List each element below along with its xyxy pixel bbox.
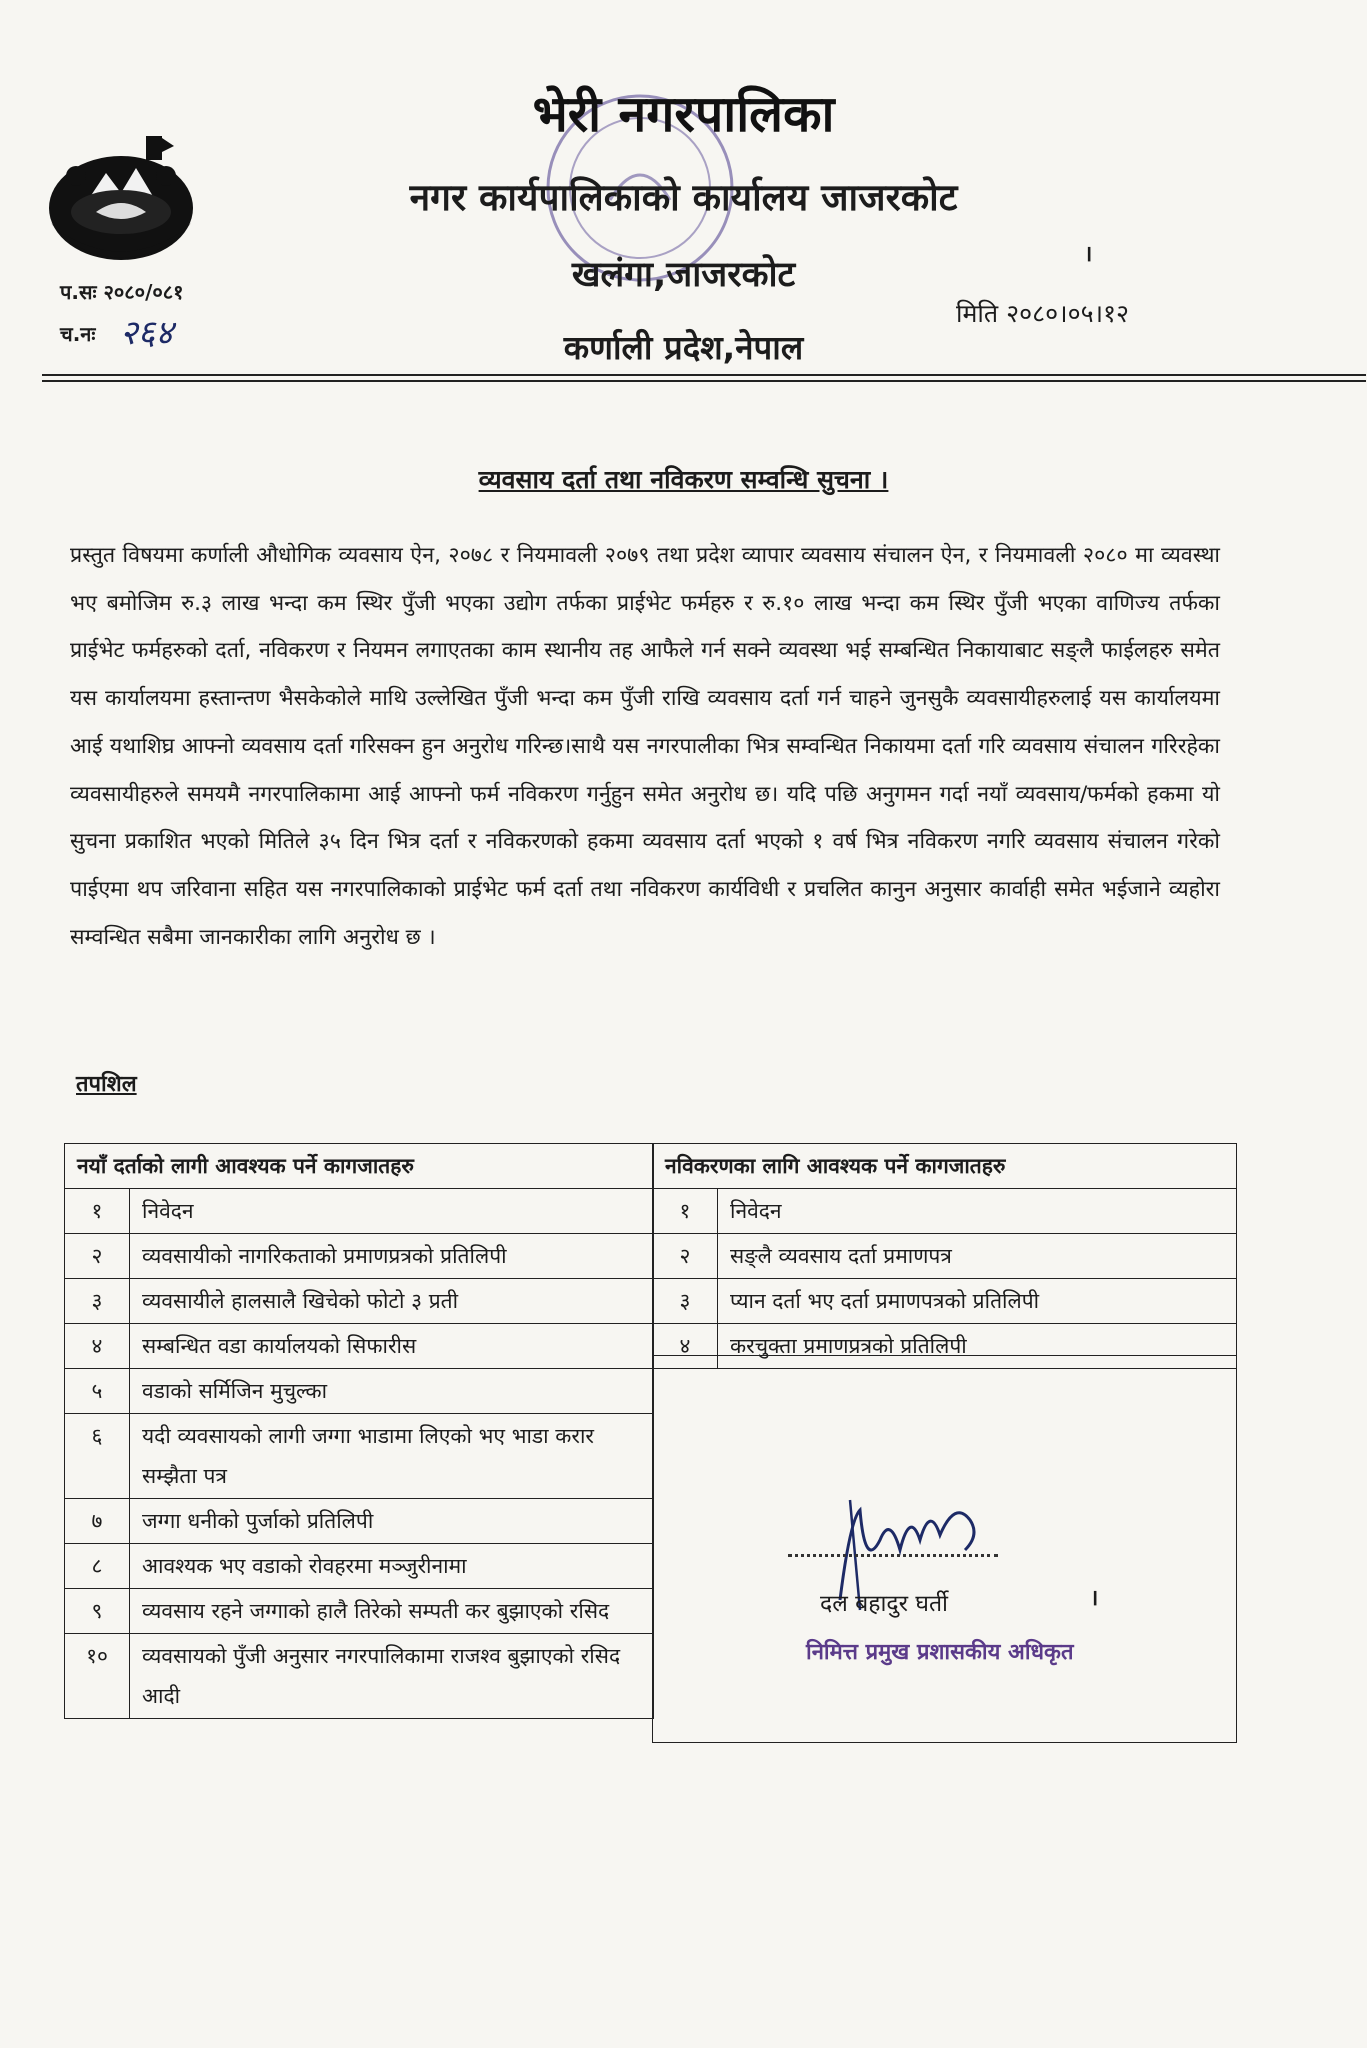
notice-body: प्रस्तुत विषयमा कर्णाली औधोगिक व्यवसाय ऐन, २०७८ र नियमावली २०७९ तथा प्रदेश व्यापार व्यवसाय संचालन ऐन, र नियमावली २०८० मा व्यवस्था भए बमोजिम रु.३ लाख भन्दा कम स्थिर पुँजी भएका उद्योग तर्फका प्राईभेट फर्महरु र रु.१० लाख भन्दा कम स्थिर पुँजी भएका वाणिज्य तर्फका प्राईभेट फर्महरुको दर्ता, नविकरण र नियमन लगाएतका काम स्थानीय तह आफैले गर्न सक्ने व्यवस्था भई सम्बन्धित निकायाबाट सङ्लै फाईलहरु समेत यस कार्यालयमा हस्तान्तण भैसकेकोले माथि उल्लेखित पुँजी भन्दा कम पुँजी राखि व्यवसाय दर्ता गर्न चाहने जुनसुकै व्यवसायीहरुलाई यस कार्यालयमा आई यथाशिघ्र आफ्नो व्यवसाय दर्ता गरिसक्न हुन अनुरोध गरिन्छ।साथै यस नगरपालीका भित्र सम्वन्धित निकायमा दर्ता गरि व्यवसाय संचालन गरिरहेका व्यवसायीहरुले समयमै नगरपालिकामा आई आफ्नो फर्म नविकरण गर्नुहुन समेत अनुरोध छ। यदि पछि अनुगमन गर्दा नयाँ व्यवसाय/फर्मको हकमा यो सुचना प्रकाशित भएको मितिले ३५ दिन भित्र दर्ता र नविकरणको हकमा व्यवसाय दर्ता भएको १ वर्ष भित्र नविकरण नगरि व्यवसाय संचालन गरेको पाईएमा थप जरिवाना सहित यस नगरपालिकाको प्राईभेट फर्म दर्ता तथा नविकरण कार्यविधी र प्रचलित कानुन अनुसार कार्वाही समेत भईजाने व्यहोरा सम्वन्धित सबैमा जानकारीका लागि अनुरोध छ । [70, 543, 1220, 950]
table-row [65, 1544, 654, 1589]
office-name: नगर कार्यपालिकाको कार्यालय जाजरकोट [409, 176, 958, 219]
row-number: ४ [653, 1324, 718, 1369]
row-number: ३ [653, 1279, 718, 1324]
row-number: ४ [65, 1324, 130, 1369]
table-row [65, 1589, 654, 1634]
notice-subject [0, 462, 1367, 496]
signatory-title: निमित्त प्रमुख प्रशासकीय अधिकृत [806, 1640, 1074, 1665]
row-number: ६ [65, 1414, 130, 1499]
row-text: जग्गा धनीको पुर्जाको प्रतिलिपी [130, 1499, 654, 1544]
renewal-table [652, 1143, 1237, 1369]
table-row [65, 1499, 654, 1544]
ref-dispatch-number: २६४ [120, 313, 174, 353]
row-number: ५ [65, 1369, 130, 1414]
table-row [653, 1234, 1237, 1279]
row-number: २ [65, 1234, 130, 1279]
row-text: सम्बन्धित वडा कार्यालयको सिफारीस [130, 1324, 654, 1369]
renewal-heading: नविकरणका लागि आवश्यक पर्ने कागजातहरु [653, 1144, 1237, 1189]
place-name: खलंगा,जाजरकोट [571, 255, 796, 295]
table-row [65, 1279, 654, 1324]
table-row [65, 1414, 654, 1499]
row-number: १० [65, 1634, 130, 1719]
province-name: कर्णाली प्रदेश,नेपाल [563, 328, 804, 367]
row-text: वडाको सर्मिजिन मुचुल्का [130, 1369, 654, 1414]
table-row [65, 1634, 654, 1719]
row-number: ३ [65, 1279, 130, 1324]
ref-dispatch-label: च.नः [60, 322, 96, 346]
row-number: ९ [65, 1589, 130, 1634]
row-text: व्यवसायीले हालसालै खिचेको फोटो ३ प्रती [130, 1279, 654, 1324]
row-number: १ [653, 1189, 718, 1234]
row-text: निवेदन [718, 1189, 1237, 1234]
row-number: १ [65, 1189, 130, 1234]
date: मिति २०८०।०५।१२ [956, 299, 1130, 328]
row-text: सङ्लै व्यवसाय दर्ता प्रमाणपत्र [718, 1234, 1237, 1279]
table-row [653, 1279, 1237, 1324]
table-row [65, 1234, 654, 1279]
notice-subject-text: व्यवसाय दर्ता तथा नविकरण सम्वन्धि सुचना । [478, 465, 889, 494]
row-text: करचुक्ता प्रमाणप्रत्रको प्रतिलिपी [718, 1324, 1237, 1369]
row-number: ७ [65, 1499, 130, 1544]
details-label: तपशिल [76, 1072, 137, 1097]
row-text: व्यवसाय रहने जग्गाको हालै तिरेको सम्पती कर बुझाएको रसिद [130, 1589, 654, 1634]
org-name: भेरी नगरपालिका [532, 85, 835, 143]
table-row [65, 1189, 654, 1234]
row-text: निवेदन [130, 1189, 654, 1234]
ref-fiscal-year: प.सः २०८०/०८१ [60, 280, 184, 304]
row-text: यदी व्यवसायको लागी जग्गा भाडामा लिएको भए भाडा करार सम्झैता पत्र [130, 1414, 654, 1499]
new-registration-heading: नयाँ दर्ताको लागी आवश्यक पर्ने कागजातहरु [65, 1144, 654, 1189]
row-text: व्यवसायको पुँजी अनुसार नगरपालिकामा राजश्व बुझाएको रसिद आदी [130, 1634, 654, 1719]
table-row [653, 1189, 1237, 1234]
table-row [65, 1324, 654, 1369]
signatory-name: दल बहादुर घर्ती [820, 1591, 949, 1617]
row-text: प्यान दर्ता भए दर्ता प्रमाणपत्रको प्रतिलिपी [718, 1279, 1237, 1324]
stray-mark: । [1084, 242, 1093, 267]
new-registration-table [64, 1143, 654, 1719]
row-text: व्यवसायीको नागरिकताको प्रमाणप्रत्रको प्रतिलिपी [130, 1234, 654, 1279]
header-divider [42, 374, 1366, 382]
signature-line [788, 1554, 998, 1557]
row-text: आवश्यक भए वडाको रोवहरमा मञ्जुरीनामा [130, 1544, 654, 1589]
stray-mark: । [1090, 1586, 1099, 1611]
table-row [65, 1369, 654, 1414]
row-number: २ [653, 1234, 718, 1279]
row-number: ८ [65, 1544, 130, 1589]
